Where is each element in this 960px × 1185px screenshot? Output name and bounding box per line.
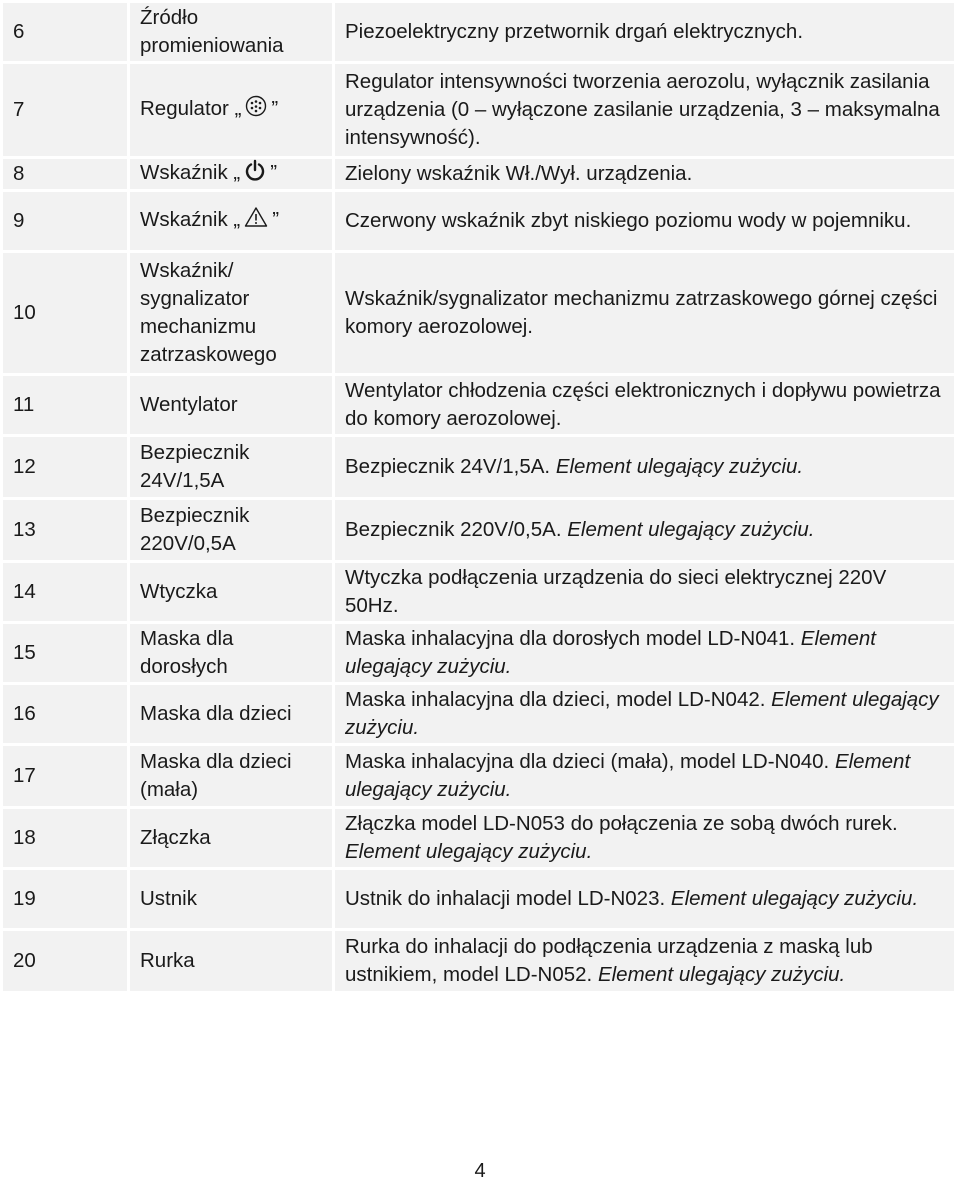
row-description: Maska inhalacyjna dla dzieci, model LD-N042. Element ulegający zużyciu. (335, 685, 954, 743)
table-row (3, 870, 954, 928)
row-name: Wskaźnik „ ” (130, 159, 332, 189)
row-number: 8 (3, 159, 127, 189)
row-name: Rurka (130, 931, 332, 991)
row-number: 18 (3, 809, 127, 867)
row-number: 12 (3, 437, 127, 497)
table-row (3, 563, 954, 621)
row-description: Wskaźnik/sygnalizator mechanizmu zatrzaskowego górnej części komory aerozolowej. (335, 253, 954, 373)
table-row (3, 500, 954, 560)
row-name: Regulator „ ” (130, 64, 332, 156)
row-number: 16 (3, 685, 127, 743)
row-name: Maska dla dzieci (130, 685, 332, 743)
row-number: 9 (3, 192, 127, 250)
row-name: Wskaźnik/ sygnalizator mechanizmu zatrzaskowego (130, 253, 332, 373)
row-name: Ustnik (130, 870, 332, 928)
table-row (3, 437, 954, 497)
row-name: Bezpiecznik 220V/0,5A (130, 500, 332, 560)
table-row (3, 685, 954, 743)
row-number: 15 (3, 624, 127, 682)
row-description: Zielony wskaźnik Wł./Wył. urządzenia. (335, 159, 954, 189)
row-description: Złączka model LD-N053 do połączenia ze sobą dwóch rurek. Element ulegający zużyciu. (335, 809, 954, 867)
row-description: Bezpiecznik 220V/0,5A. Element ulegający zużyciu. (335, 500, 954, 560)
row-number: 6 (3, 3, 127, 61)
table-row (3, 376, 954, 434)
row-description: Czerwony wskaźnik zbyt niskiego poziomu wody w pojemniku. (335, 192, 954, 250)
aerosol-dots-icon (245, 95, 267, 125)
row-description: Wtyczka podłączenia urządzenia do sieci elektrycznej 220V 50Hz. (335, 563, 954, 621)
row-description: Rurka do inhalacji do podłączenia urządzenia z maską lub ustnikiem, model LD-N052. Element ulegający zużyciu. (335, 931, 954, 991)
table-row (3, 746, 954, 806)
row-number: 17 (3, 746, 127, 806)
table-row (3, 64, 954, 156)
row-description: Maska inhalacyjna dla dzieci (mała), model LD-N040. Element ulegający zużyciu. (335, 746, 954, 806)
row-name: Źródło promieniowania (130, 3, 332, 61)
table-row (3, 253, 954, 373)
table-row (3, 192, 954, 250)
table-row (3, 3, 954, 61)
warning-triangle-icon (244, 206, 268, 236)
table-row (3, 931, 954, 991)
row-name: Wentylator (130, 376, 332, 434)
row-name: Bezpiecznik 24V/1,5A (130, 437, 332, 497)
row-description: Wentylator chłodzenia części elektronicznych i dopływu powietrza do komory aerozolowej. (335, 376, 954, 434)
row-number: 19 (3, 870, 127, 928)
power-icon (244, 159, 266, 189)
row-number: 20 (3, 931, 127, 991)
row-description: Maska inhalacyjna dla dorosłych model LD-N041. Element ulegający zużyciu. (335, 624, 954, 682)
table-row (3, 159, 954, 189)
row-description: Bezpiecznik 24V/1,5A. Element ulegający zużyciu. (335, 437, 954, 497)
row-number: 11 (3, 376, 127, 434)
row-name: Wtyczka (130, 563, 332, 621)
table-row (3, 809, 954, 867)
row-number: 10 (3, 253, 127, 373)
row-name: Maska dla dzieci (mała) (130, 746, 332, 806)
row-description: Ustnik do inhalacji model LD-N023. Element ulegający zużyciu. (335, 870, 954, 928)
row-name: Wskaźnik „ ” (130, 192, 332, 250)
row-name: Złączka (130, 809, 332, 867)
row-number: 14 (3, 563, 127, 621)
row-description: Regulator intensywności tworzenia aerozolu, wyłącznik zasilania urządzenia (0 – wyłączone zasilanie urządzenia, 3 – maksymalna intensywność). (335, 64, 954, 156)
row-number: 13 (3, 500, 127, 560)
row-name: Maska dla dorosłych (130, 624, 332, 682)
page-number: 4 (474, 1160, 486, 1182)
row-number: 7 (3, 64, 127, 156)
table-row (3, 624, 954, 682)
row-description: Piezoelektryczny przetwornik drgań elektrycznych. (335, 3, 954, 61)
